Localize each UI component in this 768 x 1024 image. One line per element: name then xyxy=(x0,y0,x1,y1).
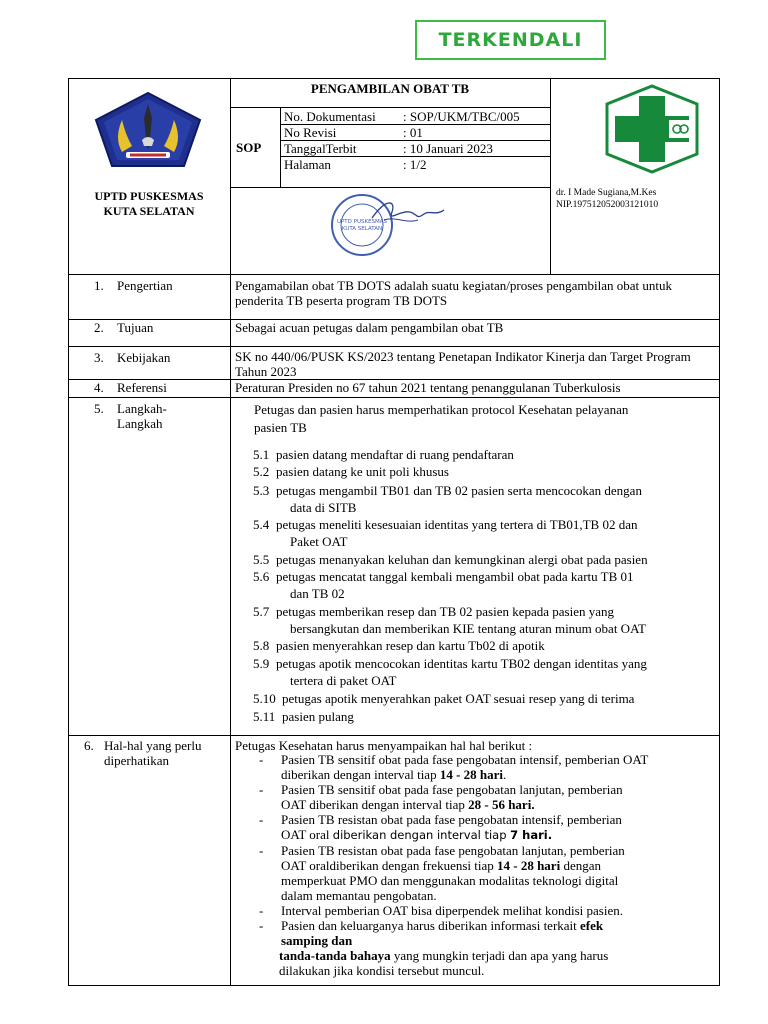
status-stamp: TERKENDALI xyxy=(415,20,606,60)
section-6-label-cont: diperhatikan xyxy=(104,753,169,768)
note-1: Pasien TB sensitif obat pada fase pengobatan intensif, pemberian OAT xyxy=(281,752,649,767)
section-3-text: SK no 440/06/PUSK KS/2023 tentang Penetapan Indikator Kinerja dan Target Program Tahun 2023 xyxy=(235,349,691,379)
section-3-label: Kebijakan xyxy=(117,350,171,365)
step-number: 5.4 xyxy=(253,517,270,532)
step-text-cont: bersangkutan dan memberikan KIE tentang aturan minum obat OAT xyxy=(290,621,646,636)
section-2-label: Tujuan xyxy=(117,320,154,335)
section-5-number: 5. xyxy=(94,401,104,416)
bullet-dash: - xyxy=(259,782,264,797)
note-6-cont2: tanda-tanda bahaya yang mungkin terjadi dan apa yang harus xyxy=(279,948,609,963)
puskesmas-logo xyxy=(597,84,707,174)
bullet-dash: - xyxy=(259,918,264,933)
divider xyxy=(68,735,720,736)
step-text-cont: tertera di paket OAT xyxy=(290,673,397,688)
step-text-cont: dan TB 02 xyxy=(290,586,345,601)
meta-label-rev: No Revisi xyxy=(284,125,337,140)
section-4-label: Referensi xyxy=(117,380,167,395)
regency-emblem-logo xyxy=(92,90,204,170)
document-title: PENGAMBILAN OBAT TB xyxy=(310,81,470,96)
step-text: petugas mengambil TB01 dan TB 02 pasien serta mencocokan dengan xyxy=(276,483,642,498)
steps-intro-cont: pasien TB xyxy=(254,420,307,435)
meta-value-rev: : 01 xyxy=(403,125,423,140)
step-text-cont: Paket OAT xyxy=(290,534,348,549)
signer-nip: NIP.197512052003121010 xyxy=(556,200,659,210)
step-text-cont: data di SITB xyxy=(290,500,357,515)
bullet-dash: - xyxy=(259,752,264,767)
note-5: Interval pemberian OAT bisa diperpendek melihat kondisi pasien. xyxy=(281,903,623,918)
section-1-label: Pengertian xyxy=(117,278,173,293)
note-4-cont: OAT oraldiberikan dengan frekuensi tiap 14 - 28 hari dengan xyxy=(281,858,601,873)
step-text: pasien datang mendaftar di ruang pendaftaran xyxy=(276,447,514,462)
section-2-text: Sebagai acuan petugas dalam pengambilan obat TB xyxy=(235,320,504,335)
step-text: petugas meneliti kesesuaian identitas yang tertera di TB01,TB 02 dan xyxy=(276,517,638,532)
step-number: 5.6 xyxy=(253,569,270,584)
note-4-cont3: dalam memantau pengobatan. xyxy=(281,888,437,903)
step-text: petugas menanyakan keluhan dan kemungkinan alergi obat pada pasien xyxy=(276,552,648,567)
bullet-dash: - xyxy=(259,903,264,918)
section-1-number: 1. xyxy=(94,278,104,293)
org-name-line1: UPTD PUSKESMAS xyxy=(94,189,204,203)
section-6-label: Hal-hal yang perlu xyxy=(104,738,202,753)
section-6-number: 6. xyxy=(84,738,94,753)
note-3: Pasien TB resistan obat pada fase pengobatan intensif, pemberian xyxy=(281,812,622,827)
note-2: Pasien TB sensitif obat pada fase pengobatan lanjutan, pemberian xyxy=(281,782,623,797)
steps-intro: Petugas dan pasien harus memperhatikan protocol Kesehatan pelayanan xyxy=(254,402,629,417)
sop-label: SOP xyxy=(236,140,262,155)
step-number: 5.3 xyxy=(253,483,270,498)
seal-inner-text-1: UPTD PUSKESMAS xyxy=(336,219,388,225)
divider xyxy=(280,107,281,187)
note-4: Pasien TB resistan obat pada fase pengobatan lanjutan, pemberian xyxy=(281,843,625,858)
step-text: petugas apotik mencocokan identitas kartu TB02 dengan identitas yang xyxy=(276,656,647,671)
step-number: 5.11 xyxy=(253,709,276,724)
signer-name: dr. I Made Sugiana,M.Kes xyxy=(556,188,657,198)
section-1-text: Pengamabilan obat TB DOTS adalah suatu kegiatan/proses pengambilan obat untuk penderita TB peserta program TB DOTS xyxy=(235,278,672,308)
section-5-label: Langkah- xyxy=(117,401,167,416)
official-seal-signature xyxy=(326,190,456,260)
divider xyxy=(68,397,720,398)
divider xyxy=(68,274,720,275)
step-text: pasien pulang xyxy=(282,709,354,724)
notes-intro: Petugas Kesehatan harus menyampaikan hal hal berikut : xyxy=(235,738,533,753)
seal-inner-text-2: KUTA SELATAN xyxy=(341,226,383,232)
section-4-number: 4. xyxy=(94,380,104,395)
bullet-dash: - xyxy=(259,843,264,858)
step-text: petugas memberikan resep dan TB 02 pasien kepada pasien yang xyxy=(276,604,615,619)
meta-value-page: : 1/2 xyxy=(403,157,427,172)
step-text: pasien menyerahkan resep dan kartu Tb02 di apotik xyxy=(276,638,545,653)
step-text: petugas mencatat tanggal kembali mengambil obat pada kartu TB 01 xyxy=(276,569,634,584)
section-2-number: 2. xyxy=(94,320,104,335)
step-text: petugas apotik menyerahkan paket OAT sesuai resep yang di terima xyxy=(282,691,635,706)
note-4-cont2: memperkuat PMO dan menggunakan modalitas teknologi digital xyxy=(281,873,619,888)
divider xyxy=(230,187,550,188)
step-number: 5.5 xyxy=(253,552,270,567)
meta-label-page: Halaman xyxy=(284,157,331,172)
step-number: 5.9 xyxy=(253,656,270,671)
divider xyxy=(68,346,720,347)
bullet-dash: - xyxy=(259,812,264,827)
step-number: 5.1 xyxy=(253,447,270,462)
section-3-number: 3. xyxy=(94,350,104,365)
meta-label-doc: No. Dokumentasi xyxy=(284,109,376,124)
note-2-cont: OAT diberikan dengan interval tiap 28 - 56 hari. xyxy=(281,797,535,812)
divider xyxy=(230,107,550,108)
divider xyxy=(230,78,231,986)
meta-label-date: TanggalTerbit xyxy=(284,141,357,156)
section-4-text: Peraturan Presiden no 67 tahun 2021 tentang penanggulanan Tuberkulosis xyxy=(235,380,621,395)
step-number: 5.7 xyxy=(253,604,270,619)
note-6-cont: samping dan xyxy=(281,933,353,948)
meta-value-date: : 10 Januari 2023 xyxy=(403,141,493,156)
divider xyxy=(550,78,551,274)
step-number: 5.10 xyxy=(253,691,276,706)
note-6: Pasien dan keluarganya harus diberikan informasi terkait efek xyxy=(281,918,604,933)
section-5-label-cont: Langkah xyxy=(117,416,163,431)
step-number: 5.2 xyxy=(253,464,270,479)
note-6-cont3: dilakukan jika kondisi tersebut muncul. xyxy=(279,963,485,978)
step-number: 5.8 xyxy=(253,638,270,653)
step-text: pasien datang ke unit poli khusus xyxy=(276,464,449,479)
org-name-line2: KUTA SELATAN xyxy=(103,204,195,218)
note-3-cont: OAT oral diberikan dengan interval tiap 7 hari. xyxy=(281,827,553,842)
note-1-cont: diberikan dengan interval tiap 14 - 28 hari. xyxy=(281,767,507,782)
meta-value-doc: : SOP/UKM/TBC/005 xyxy=(403,109,520,124)
